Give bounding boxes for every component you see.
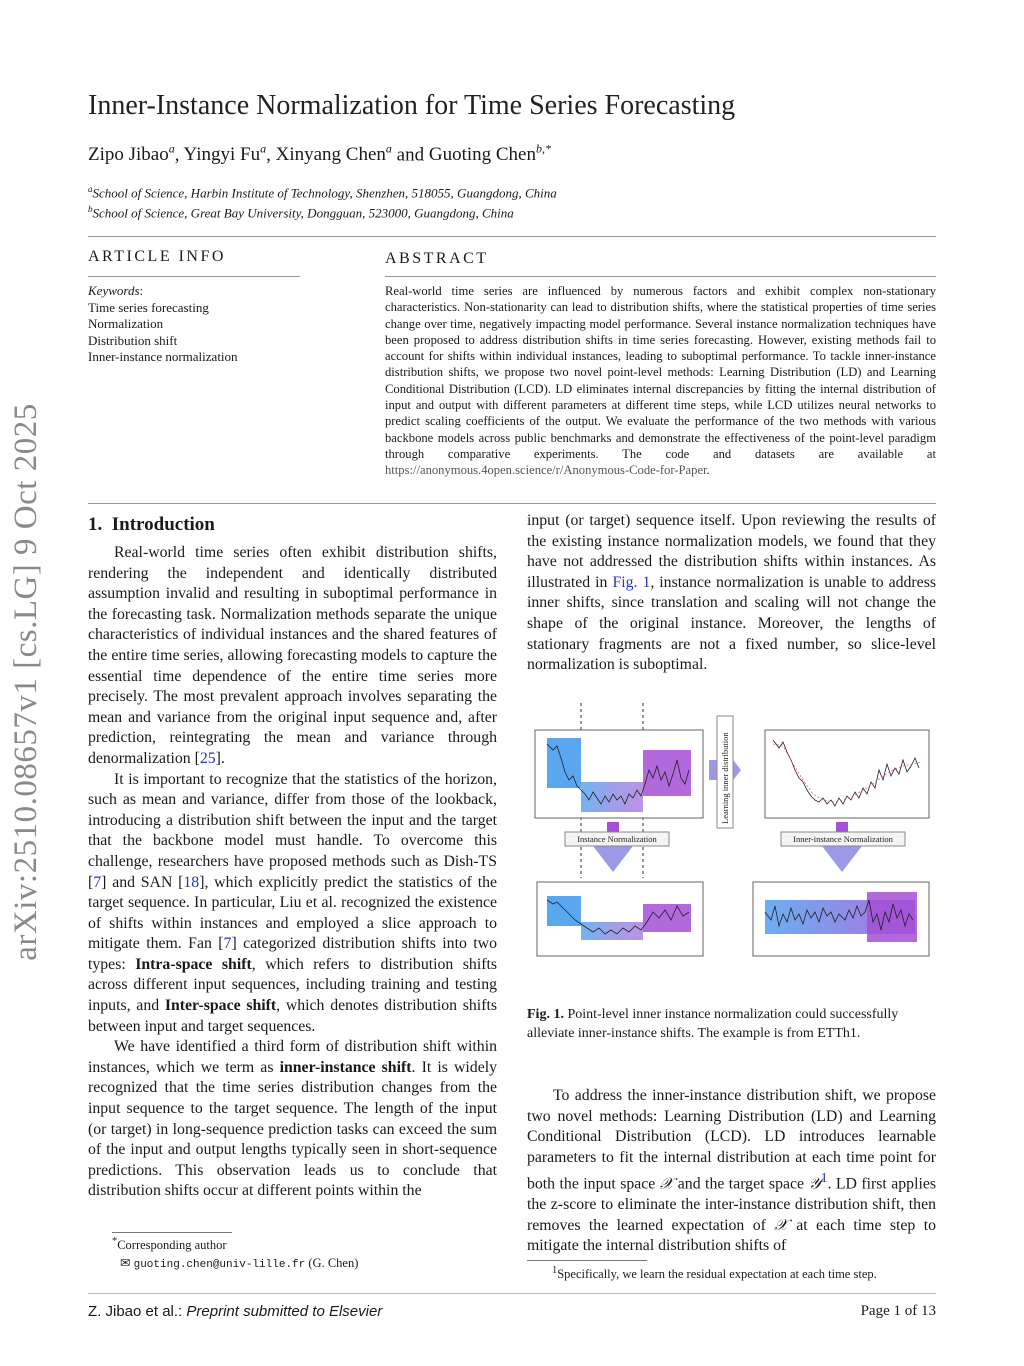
intro-right-column-bottom: [527, 1086, 936, 1257]
author-name: Yingyi Fu$^a$: [183, 142, 267, 166]
section-heading: 1. Introduction: [88, 514, 215, 535]
article-info-heading: ARTICLE INFO: [88, 248, 226, 265]
footnote-rule: [527, 1260, 647, 1261]
running-footer: Z. Jibao et al.: Preprint submitted to Elsevier: [88, 1303, 383, 1320]
target-segment-purple: [867, 892, 917, 942]
vertical-label: Learning inner distribution: [720, 732, 730, 824]
keyword-item: Inner-instance normalization: [88, 349, 238, 364]
figure-caption: Fig. 1. Point-level inner instance normalization could successfully alleviate inner-instance shifts. The example is from ETTh1.: [527, 1007, 899, 1041]
affiliation-b: $^b$School of Science, Great Bay University, Dongguan, 523000, Guangdong, China: [88, 204, 514, 221]
arxiv-identifier: arXiv:2510.08657v1 [cs.LG] 9 Oct 2025: [8, 403, 44, 961]
intro-paragraph-1: Real-world time series often exhibit distribution shifts, rendering the independent and identically distributed assumption invalid and resulting in suboptimal performance in the forecasting task. Normalization methods separate the unique characteristics of individual instances and the shared features of the entire time series, allowing forecasting models to capture the essential time dependence of the entire time series more precisely. The most prevalent approach involves separating the mean and variance from the original input sequence and, after prediction, reintegrating the mean and variance through denormalization [25].: [88, 544, 497, 767]
arrow-down-icon: [593, 846, 633, 872]
citation-link[interactable]: 7: [223, 935, 232, 953]
arrow-stem: [836, 822, 848, 832]
footnote-rule: [112, 1232, 232, 1233]
citation-link[interactable]: 18: [183, 873, 200, 891]
keyword-item: Normalization: [88, 316, 164, 331]
affiliation-a: $^a$School of Science, Harbin Institute of Technology, Shenzhen, 518055, Guangdong, China: [88, 184, 557, 201]
page-number: Page 1 of 13: [860, 1303, 936, 1319]
corresponding-author-note: *Corresponding author: [112, 1236, 227, 1253]
citation-link[interactable]: 7: [93, 873, 102, 891]
intro-left-column: [88, 543, 497, 1202]
header-divider: [88, 236, 936, 237]
paper-title: Inner-Instance Normalization for Time Series Forecasting: [88, 90, 736, 121]
footnote-1: $^1$Specifically, we learn the residual expectation at each time step.: [552, 1265, 877, 1282]
instance-normalization-label: Instance Normalization: [577, 834, 657, 844]
email-note: ✉ guoting.chen@univ-lille.fr (G. Chen): [120, 1256, 359, 1271]
citation-link[interactable]: 25: [199, 749, 216, 767]
abstract-heading: ABSTRACT: [385, 250, 489, 267]
envelope-icon: ✉: [120, 1256, 131, 1270]
abstract-rule: [385, 276, 936, 277]
keyword-item: Time series forecasting: [88, 299, 209, 315]
figure-link[interactable]: Fig. 1: [612, 573, 651, 591]
input-segment-blue: [547, 896, 581, 926]
intro-paragraph-3: We have identified a third form of distribution shift within instances, which we term as inner-instance shift. It is widely recognized that the time series distribution changes from the input sequence to the target sequence. The length of the input (or target) in long-sequence prediction tasks can exceed the sum of the input and output lengths typically seen in short-sequence predictions. This observation leads us to conclude that distribution shifts occur at different points within the: [88, 1038, 498, 1200]
email-link[interactable]: guoting.chen@univ-lille.fr: [133, 1259, 306, 1271]
arrow-stem: [607, 822, 619, 832]
keyword-item: Distribution shift: [88, 332, 178, 348]
figure-1: [527, 700, 937, 990]
arrow-down-icon: [822, 846, 862, 872]
author-list: Zipo Jibao$^a$, Yingyi Fu$^a$, Xinyang Chen$^a$ and Guoting Chen$^{b,*}$: [88, 142, 551, 166]
input-segment-blue: [547, 738, 581, 788]
code-link[interactable]: https://anonymous.4open.science/r/Anonymous-Code-for-Paper: [385, 463, 707, 478]
inner-instance-normalization-label: Inner-instance Normalization: [793, 834, 893, 844]
footnote-ref[interactable]: 1: [820, 1170, 828, 1186]
article-info-rule: [88, 276, 300, 277]
author-name: Guoting Chen$^{b,*}$: [428, 142, 551, 166]
intro-paragraph-4: To address the inner-instance distribution shift, we propose two novel methods: Learning Distribution (LD) and Learning Conditional Distribution (LCD). LD introduces learnable parameters to fit the internal distribution at each time point for both the input space 𝒳 and the target space 𝒴$^1$. LD first applies the z-score to eliminate the inter-instance distribution shift, then removes the learned expectation of 𝒳 at each time step to mitigate the internal distribution shifts of: [527, 1087, 937, 1255]
abstract-divider: [88, 503, 936, 504]
abstract-text: Real-world time series are influenced by numerous factors and exhibit complex non-stationary characteristics. Non-stationarity can lead to distribution shifts, where the statistical properties of time series change over time, negatively impacting model performance. Several instance normalization techniques have been proposed to address distribution shifts in time series forecasting. However, existing methods fail to account for shifts within individual instances, leading to suboptimal performance. To tackle inner-instance distribution shifts, we propose two novel point-level methods: Learning Distribution (LD) and Learning Conditional Distribution (LCD). LD eliminates internal discrepancies by fitting the internal distribution of input and output with different parameters at different time steps, while LCD utilizes neural networks to predict scaling coefficients of the output. We evaluate the performance of the two methods with various backbone models across public benchmarks and demonstrate the effectiveness of the point-level paradigm through comparative experiments. The code and datasets are available at https://anonymous.4open.science/r/Anonymous-Code-for-Paper.: [385, 284, 936, 478]
intro-paragraph-3-continued: input (or target) sequence itself. Upon reviewing the results of the existing instance normalization models, we found that they have not addressed the distribution shifts within instances. As illustrated in Fig. 1, instance normalization is unable to address inner shifts, since translation and scaling will not change the shape of the original instance. Moreover, the lengths of stationary fragments are not a fixed number, so slice-level normalization is suboptimal.: [527, 512, 936, 674]
intro-right-column-top: [527, 511, 936, 676]
panel-inner-distribution: [765, 730, 929, 818]
keywords-label: Keywords:: [88, 283, 144, 298]
target-segment-purple: [643, 904, 691, 932]
footer-divider: [88, 1293, 936, 1294]
author-name: Zipo Jibao$^a$: [88, 142, 175, 166]
keywords-block: [88, 283, 238, 366]
author-name: Xinyang Chen$^a$: [275, 142, 392, 166]
intro-paragraph-2: It is important to recognize that the statistics of the horizon, such as mean and variance, differ from those of the lookback, introducing a distribution shift between the input and the target that the backbone model must handle. To overcome this challenge, researchers have proposed methods such as Dish-TS [7] and SAN [18], which explicitly predict the statistics of the target sequence. In particular, Liu et al. recognized the existence of shifts within instances and employed a slice approach to mitigate them. Fan [7] categorized distribution shifts into two types: Intra-space shift, which refers to distribution shifts across different input sequences, including training and testing inputs, and Inter-space shift, which denotes distribution shifts between input and target sequences.: [88, 770, 498, 1035]
